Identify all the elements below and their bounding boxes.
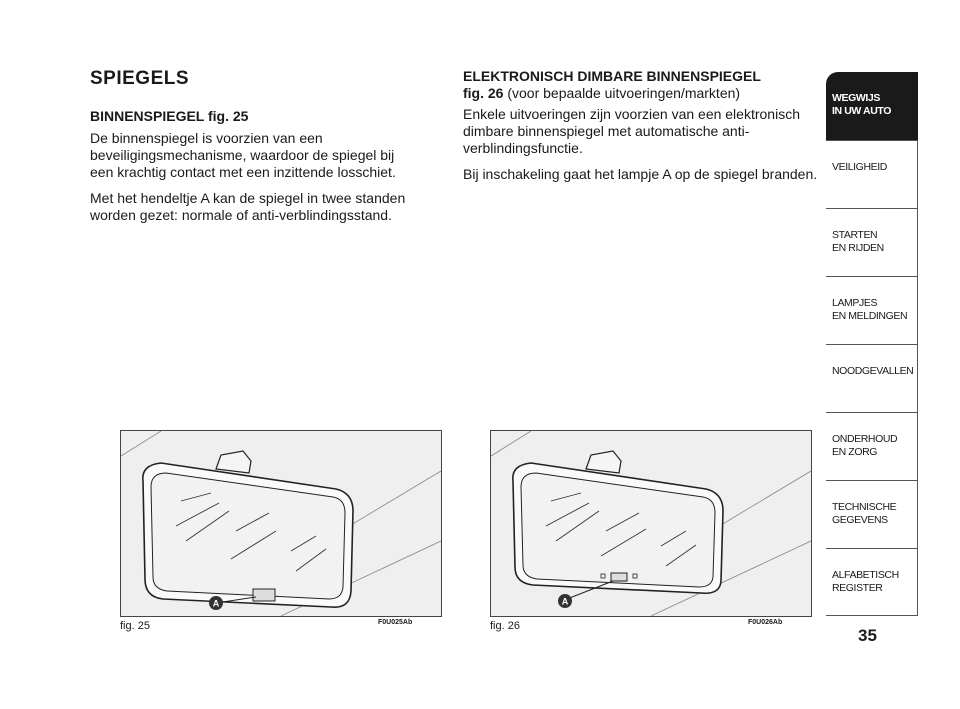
paragraph: Enkele uitvoeringen zijn voorzien van een elektronisch dimbare binnenspiegel met automatische anti-verblindingsfunctie. (463, 106, 800, 156)
label-a: A (561, 596, 569, 607)
left-column (90, 68, 420, 233)
figure-26 (490, 430, 812, 617)
tab-label: EN MELDINGEN (832, 310, 908, 322)
tab-label: TECHNISCHE (832, 501, 897, 513)
tab-lampjes[interactable] (826, 276, 918, 344)
subheading-line: ELEKTRONISCH DIMBARE BINNENSPIEGEL (463, 68, 761, 84)
figure-25 (120, 430, 442, 617)
figure-caption: fig. 26 (490, 620, 520, 632)
tab-label: IN UW AUTO (832, 105, 891, 117)
mirror-illustration-26 (491, 431, 811, 616)
tab-label: WEGWIJS (832, 92, 880, 104)
subheading-fig-ref: fig. 26 (463, 85, 504, 101)
tab-label: ALFABETISCH (832, 569, 899, 581)
figure-caption: fig. 25 (120, 620, 150, 632)
paragraph: Bij inschakeling gaat het lampje A op de spiegel branden. (463, 166, 818, 182)
page-number: 35 (858, 626, 877, 645)
tab-technische-gegevens[interactable] (826, 480, 918, 548)
tab-label: NOODGEVALLEN (832, 365, 914, 377)
subheading-elektronisch (463, 68, 823, 102)
subheading-note: (voor bepaalde uitvoeringen/markten) (507, 85, 741, 101)
tab-starten[interactable] (826, 208, 918, 276)
tab-noodgevallen[interactable] (826, 344, 918, 412)
tab-label: EN RIJDEN (832, 242, 884, 254)
chapter-sidebar (826, 72, 918, 616)
tab-label: GEGEVENS (832, 514, 888, 526)
tab-onderhoud[interactable] (826, 412, 918, 480)
tab-wegwijs[interactable] (826, 72, 918, 140)
subheading-binnenspiegel: BINNENSPIEGEL fig. 25 (90, 108, 249, 124)
paragraph: Met het hendeltje A kan de spiegel in twee standen worden gezet: normale of anti-verblindingsstand. (90, 190, 406, 223)
right-column (463, 68, 823, 192)
tab-label: REGISTER (832, 582, 883, 594)
paragraph: De binnenspiegel is voorzien van een beveiligingsmechanisme, waardoor de spiegel bij een krachtig contact met een inzittende losschiet. (90, 130, 396, 180)
tab-label: VEILIGHEID (832, 161, 887, 173)
mirror-illustration-25 (121, 431, 441, 616)
tab-label: STARTEN (832, 229, 878, 241)
section-title: SPIEGELS (90, 68, 190, 89)
tab-label: ONDERHOUD (832, 433, 898, 445)
figure-code: F0U026Ab (748, 619, 783, 626)
figure-code: F0U025Ab (378, 619, 413, 626)
label-a: A (212, 598, 220, 609)
tab-label: LAMPJES (832, 297, 878, 309)
tab-veiligheid[interactable] (826, 140, 918, 208)
tab-label: EN ZORG (832, 446, 878, 458)
tab-alfabetisch-register[interactable] (826, 548, 918, 616)
